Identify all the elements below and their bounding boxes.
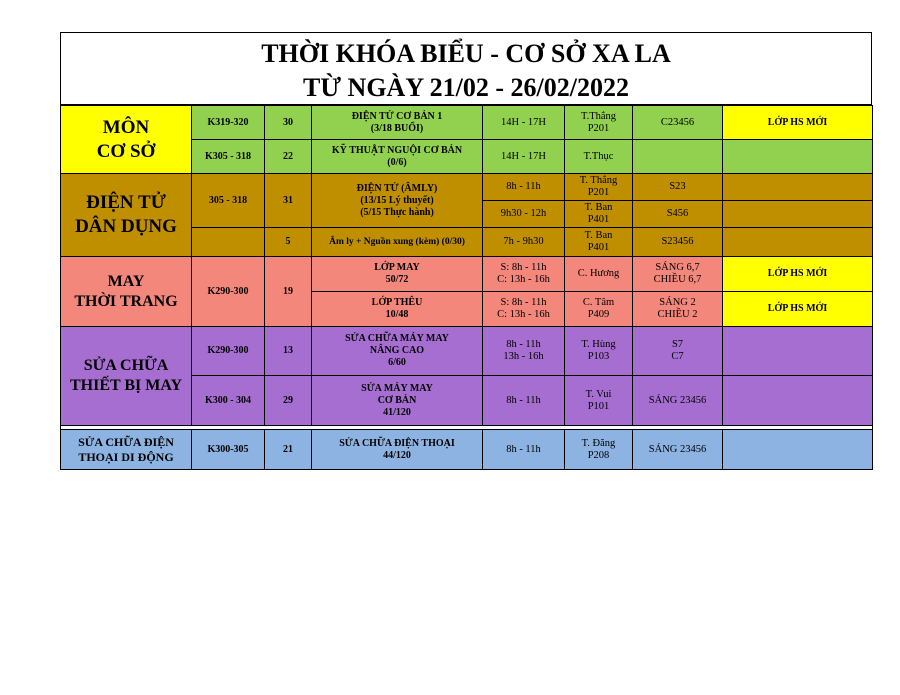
time-slot: 9h30 - 12h xyxy=(483,201,565,228)
course-name: SỬA CHỮA MÁY MAY NÂNG CAO 6/60 xyxy=(312,327,483,376)
teacher-room: T. Ban P401 xyxy=(565,201,633,228)
note-badge xyxy=(723,201,873,228)
time-slot: 7h - 9h30 xyxy=(483,228,565,257)
days xyxy=(633,140,723,174)
class-code xyxy=(192,228,265,257)
student-count: 22 xyxy=(265,140,312,174)
timetable xyxy=(60,105,873,470)
timetable-title xyxy=(60,32,872,105)
course-name: Âm ly + Nguồn xung (kèm) (0/30) xyxy=(312,228,483,257)
student-count: 19 xyxy=(265,257,312,327)
note-badge: LỚP HS MỚI xyxy=(723,292,873,327)
teacher-room: T.Thắng P201 xyxy=(565,106,633,140)
note-badge xyxy=(723,376,873,426)
group-dien-tu: ĐIỆN TỬ DÂN DỤNG xyxy=(61,174,192,257)
days: SÁNG 23456 xyxy=(633,430,723,470)
student-count: 21 xyxy=(265,430,312,470)
teacher-room: T. Vui P101 xyxy=(565,376,633,426)
time-slot: 14H - 17H xyxy=(483,140,565,174)
title-line-1: THỜI KHÓA BIỂU - CƠ SỞ XA LA xyxy=(261,39,671,68)
class-code: K319-320 xyxy=(192,106,265,140)
days: S7 C7 xyxy=(633,327,723,376)
note-badge: LỚP HS MỚI xyxy=(723,257,873,292)
teacher-room: T.Thục xyxy=(565,140,633,174)
course-name: SỬA CHỮA ĐIỆN THOẠI 44/120 xyxy=(312,430,483,470)
course-name: LỚP MAY 50/72 xyxy=(312,257,483,292)
time-slot: 8h - 11h 13h - 16h xyxy=(483,327,565,376)
teacher-room: C. Tâm P409 xyxy=(565,292,633,327)
note-badge xyxy=(723,430,873,470)
student-count: 13 xyxy=(265,327,312,376)
days: C23456 xyxy=(633,106,723,140)
table-row xyxy=(61,174,873,201)
note-badge xyxy=(723,140,873,174)
days: S456 xyxy=(633,201,723,228)
group-mon-co-so: MÔN CƠ SỞ xyxy=(61,106,192,174)
class-code: K305 - 318 xyxy=(192,140,265,174)
days: SÁNG 6,7 CHIỀU 6,7 xyxy=(633,257,723,292)
teacher-room: T. Ban P401 xyxy=(565,228,633,257)
time-slot: 8h - 11h xyxy=(483,430,565,470)
class-code: K290-300 xyxy=(192,327,265,376)
course-name: LỚP THÊU 10/48 xyxy=(312,292,483,327)
days: S23456 xyxy=(633,228,723,257)
teacher-room: C. Hương xyxy=(565,257,633,292)
note-badge xyxy=(723,174,873,201)
student-count: 29 xyxy=(265,376,312,426)
table-row xyxy=(61,327,873,376)
class-code: K300-305 xyxy=(192,430,265,470)
note-badge xyxy=(723,327,873,376)
student-count: 30 xyxy=(265,106,312,140)
class-code: K300 - 304 xyxy=(192,376,265,426)
time-slot: 8h - 11h xyxy=(483,376,565,426)
course-name: ĐIỆN TỬ CƠ BẢN 1 (3/18 BUỔI) xyxy=(312,106,483,140)
student-count: 31 xyxy=(265,174,312,228)
days: SÁNG 2 CHIỀU 2 xyxy=(633,292,723,327)
time-slot: S: 8h - 11h C: 13h - 16h xyxy=(483,257,565,292)
group-sua-chua-thiet-bi: SỬA CHỮA THIẾT BỊ MAY xyxy=(61,327,192,426)
teacher-room: T. Hùng P103 xyxy=(565,327,633,376)
teacher-room: T. Đăng P208 xyxy=(565,430,633,470)
course-name: ĐIỆN TỬ (ÂMLY) (13/15 Lý thuyết) (5/15 Thực hành) xyxy=(312,174,483,228)
note-badge xyxy=(723,228,873,257)
teacher-room: T. Thắng P201 xyxy=(565,174,633,201)
time-slot: S: 8h - 11h C: 13h - 16h xyxy=(483,292,565,327)
course-name: KỸ THUẬT NGUỘI CƠ BẢN (0/6) xyxy=(312,140,483,174)
days: S23 xyxy=(633,174,723,201)
table-row xyxy=(61,106,873,140)
class-code: K290-300 xyxy=(192,257,265,327)
class-code: 305 - 318 xyxy=(192,174,265,228)
group-sua-chua-dien-thoai: SỬA CHỮA ĐIỆN THOẠI DI ĐỘNG xyxy=(61,430,192,470)
time-slot: 8h - 11h xyxy=(483,174,565,201)
table-row xyxy=(61,430,873,470)
table-row xyxy=(61,257,873,292)
course-name: SỬA MÁY MAY CƠ BẢN 41/120 xyxy=(312,376,483,426)
group-may: MAY THỜI TRANG xyxy=(61,257,192,327)
timetable-sheet xyxy=(60,32,872,470)
days: SÁNG 23456 xyxy=(633,376,723,426)
student-count: 5 xyxy=(265,228,312,257)
note-badge: LỚP HS MỚI xyxy=(723,106,873,140)
time-slot: 14H - 17H xyxy=(483,106,565,140)
title-line-2: TỪ NGÀY 21/02 - 26/02/2022 xyxy=(303,73,629,102)
